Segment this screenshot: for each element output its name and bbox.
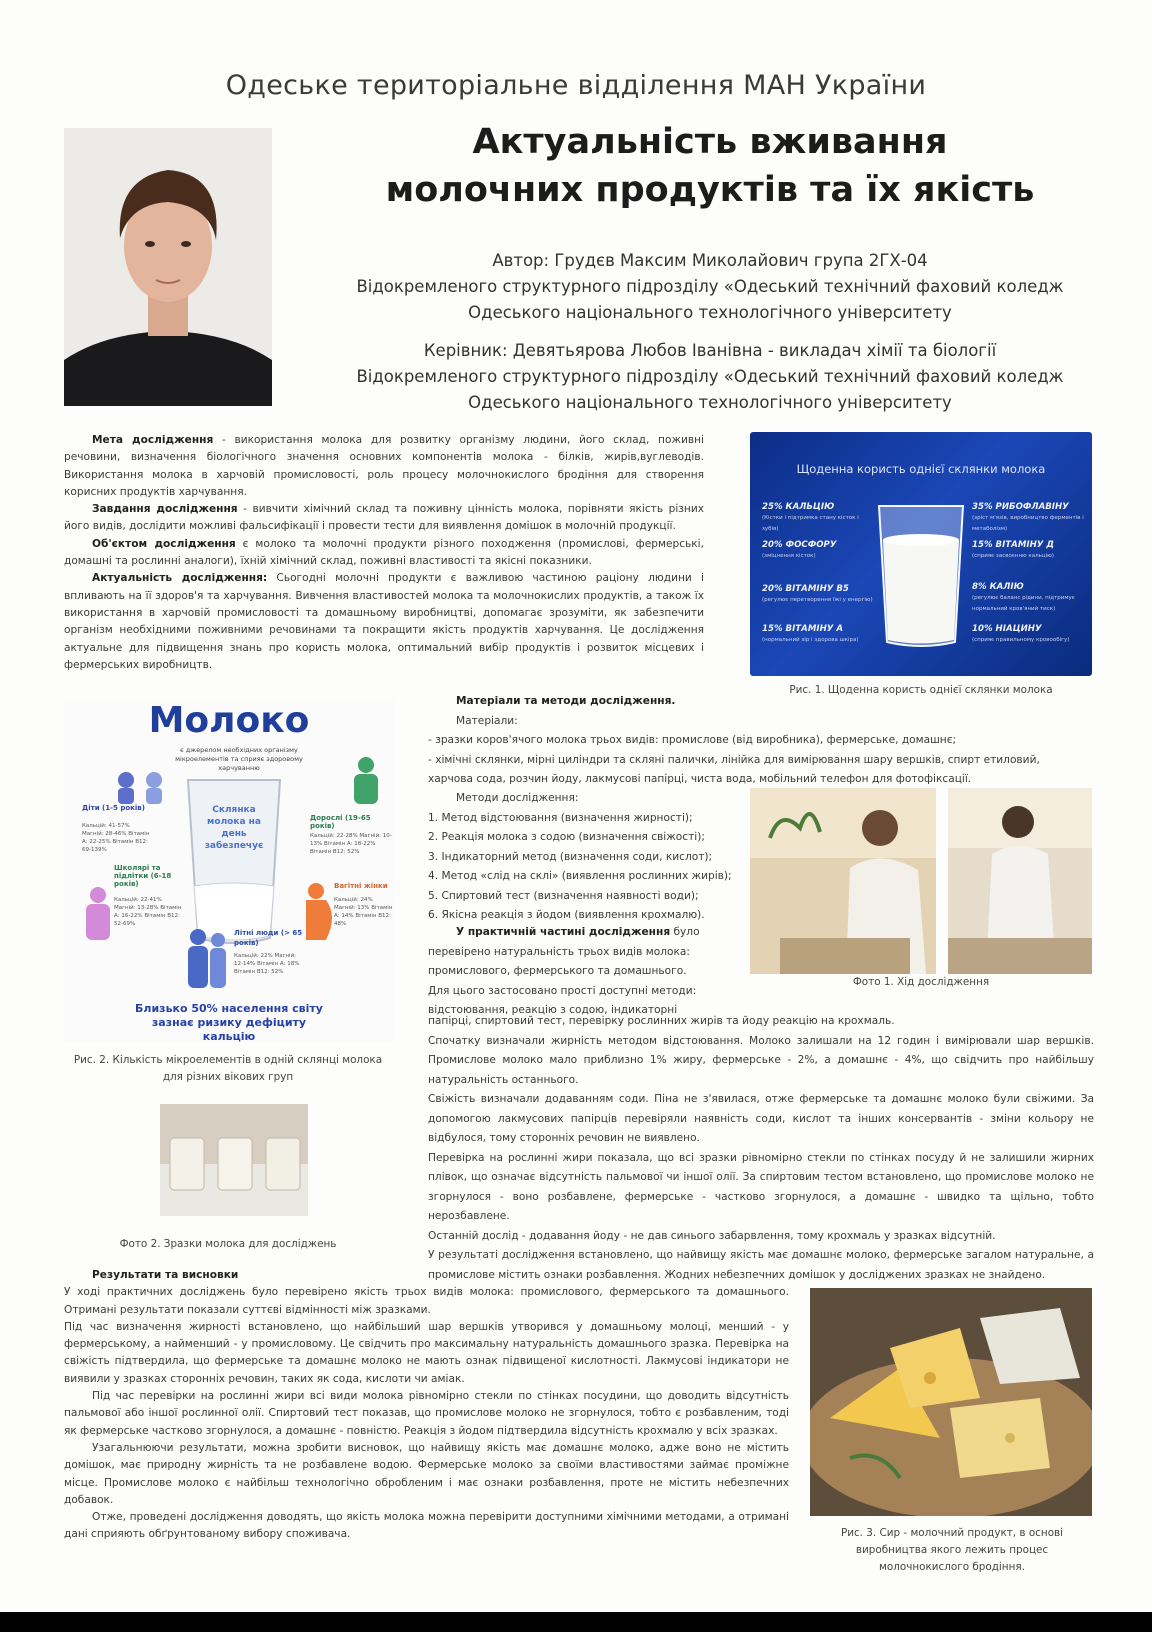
fig1-item-8 [972, 624, 1086, 646]
results-p2: Під час визначення жирності встановлено, що найбільший шар вершків утворився у домашньому молоці, менший - у фермерському, а найменший - у промисловому. Це свідчить про максимальну натуральність домашнього зразка. Перевірка на свіжість підтвердила, що фермерське та домашнє молоко не мають ознак підвищеної кислотності. Лакмусові індикатори не виявили у зразках сторонніх речовин, таких як сода, кислоти чи аміак. [64, 1320, 789, 1385]
methods-section [428, 692, 748, 731]
photo-2-milk-samples [160, 1104, 308, 1216]
practical-p4: Останній дослід - додавання йоду - не дав синього забарвлення, тому крохмаль у зразках відсутній. [428, 1229, 996, 1242]
pregnant-icon [298, 882, 338, 942]
fig1-item-1 [762, 502, 870, 535]
practical-intro [428, 923, 748, 1021]
poster-title [300, 118, 1120, 214]
title-line-2: молочних продуктів та їх якість [385, 170, 1035, 210]
fig2-adults-values: Кальцій: 22-28% Магній: 10-13% Вітамін А: 18-22% Вітамін В12: 52% [310, 833, 392, 855]
fig3-caption: Рис. 3. Сир - молочний продукт, в основі виробництва якого лежить процес молочнокислого бродіння. [840, 1527, 1064, 1573]
results-p4: Узагальнюючи результати, можна зробити висновок, що найвищу якість має домашнє молоко, адже воно не містить домішок, має природну жирність та не розбавлене водою. Фермерське молоко за своїми властивостями займає проміжне місце. Промислове молоко є найбільш технологічно обробленим і має ознаки розбавлення, проте не містить небезпечних добавок. [64, 1441, 789, 1506]
fig1-item-5 [972, 502, 1086, 535]
practical-line-4: Для цього застосовано прості доступні методи: [428, 984, 697, 997]
fig1-item-1-sub: (Кістки і підтримка стану кісток і зубів) [762, 515, 859, 532]
figure-3-cheese-photo [810, 1288, 1092, 1516]
material-1: - зразки коров'ячого молока трьох видів: промислове (від виробника), фермерське, домашнє; [428, 734, 957, 746]
author-block [290, 248, 1130, 326]
photo-1b-research [948, 788, 1092, 974]
fig1-item-4-sub: (нормальний зір і здорова шкіра) [762, 637, 859, 643]
methods-heading-text: Матеріали та методи дослідження. [456, 695, 676, 707]
photo2-caption: Фото 2. Зразки молока для досліджень [119, 1238, 337, 1250]
fig2-glass-icon [182, 776, 286, 948]
fig1-item-5-label: 35% РИБОФЛАВІНУ [972, 502, 1069, 512]
fig1-item-6 [972, 540, 1086, 562]
object-label: Об'єктом дослідження [92, 537, 236, 550]
intro-section [64, 432, 704, 674]
task-text: - вивчити хімічний склад та поживну цінність молока, порівняти якість різних його видів, дослідити можливі фальсифікації і провести тести для виявлення домішок в молочній продукції. [64, 503, 704, 533]
relevance-text: Сьогодні молочні продукти є важливою частиною раціону людини і впливають на її здоров'я та харчування. Вивчення властивостей молока та молочнокислих продуктів, а також їх використання в харчовій промисловості та домашньому виробництві, допомагає зрозуміти, як забезпечити організм необхідними поживними речовинами та покращити якість продуктів харчування. Це дослідження актуальне для підвищення знань про користь молока, оптимальний вибір продуктів і розвиток місцевих і фермерських виробництв. [64, 572, 704, 671]
results-heading-row [64, 1267, 789, 1284]
fig2-adults: Дорослі (19-65 років) [310, 814, 371, 830]
fig1-item-1-label: 25% КАЛЬЦІЮ [762, 502, 835, 512]
goal-text: - використання молока для розвитку організму людини, його склад, поживні речовини, визначення біологічного значення основних компонентів молока - білків, жирів,вуглеводів. Використання молока в харчовій промисловості, роль процесу молочнокислого бродіння для створення корисних продуктів харчування. [64, 434, 704, 498]
fig1-item-6-sub: (сприяє засвоєнню кальцію) [972, 553, 1054, 559]
task-label: Завдання дослідження [92, 503, 238, 516]
methods-label: Методи дослідження: [456, 792, 579, 804]
fig1-item-6-label: 15% ВІТАМІНУ Д [972, 540, 1055, 550]
results-p5: Отже, проведені дослідження доводять, що якість молока можна перевірити доступними хімічними методами, а отримані дані сприяють обґрунтованому вибору споживача. [64, 1511, 789, 1541]
practical-rest: папірці, спиртовий тест, перевірку рослинних жирів та йоду реакцію на крохмаль. [428, 1015, 895, 1027]
fig1-item-2 [762, 540, 870, 562]
fig2-kids-values: Кальцій: 41-57% Магній: 28-46% Вітамін А: 22-25% Вітамін В12: 69-139% [82, 823, 150, 853]
material-3: харчова сода, розчин йоду, лакмусові папірці, чиста вода, мобільний телефон для фотофіксації. [428, 773, 972, 785]
fig1-item-3-sub: (регулює перетворення їжі у енергію) [762, 597, 873, 603]
methods-heading [428, 692, 748, 712]
fig1-item-3-label: 20% ВІТАМІНУ В5 [762, 584, 849, 594]
author-photo [64, 128, 272, 406]
fig2-glass-text: Склянка молока на день забезпечує [204, 805, 264, 851]
practical-line-2: перевірено натуральність трьох видів молока: [428, 945, 690, 958]
milk-glass-icon [873, 500, 969, 650]
method-2: 2. Реакція молока з содою (визначення свіжості); [428, 831, 705, 843]
fig2-teens: Школярі та підлітки (6-18 років) [114, 864, 172, 888]
practical-line-3: промислового, фермерського та домашнього. [428, 965, 687, 977]
fig2-caption [60, 1052, 396, 1086]
results-section [64, 1267, 789, 1544]
organization: Одеське територіальне відділення МАН України [225, 70, 927, 101]
fig2-title: Молоко [148, 700, 310, 741]
fig1-item-7-sub: (регулює баланс рідини, підтримує нормальний кров'яний тиск) [972, 595, 1075, 612]
method-5: 5. Спиртовий тест (визначення наявності води); [428, 889, 699, 902]
fig1-item-5-sub: (зріст м'язів, виробництво ферментів і метаболізм) [972, 515, 1084, 532]
author-org-2: Одеського національного технологічного університету [468, 303, 952, 322]
fig2-caption-line-2: для різних вікових груп [162, 1071, 294, 1083]
fig2-subtitle: є джерелом необхідних організму мікроелементів та сприяє здоровому харчуванню [175, 746, 303, 772]
author-line: Автор: Грудєв Максим Миколайович група 2ГХ-04 [492, 251, 928, 270]
practical-p2: Свіжість визначали додаванням соди. Піна не з'явилася, отже фермерське та домашнє молоко були свіжими. За допомогою лакмусових папірців перевіряли наявність соди, кислот та інших консервантів - зміни кольору не відбулося, тому сторонніх речовин не виявлено. [428, 1093, 1094, 1144]
results-p3: Під час перевірки на рослинні жири всі види молока рівномірно стекли по стінках посудини, що доводить відсутність пальмової або іншої рослинної олії. Спиртовий тест показав, що промислове молоко не згорнулося, тобто є розбавленим, тоді як фермерське частково згорнулося, а домашнє - повністю. Реакція з йодом підтвердила відсутність крохмалю у всіх зразках. [64, 1390, 789, 1437]
fig1-item-4-label: 15% ВІТАМІНУ А [762, 624, 844, 634]
fig1-item-4 [762, 624, 870, 646]
supervisor-org-2: Одеського національного технологічного університету [468, 393, 952, 412]
fig1-item-3 [762, 584, 874, 606]
fig2-caption-line-1: Рис. 2. Кількість мікроелементів в одній склянці молока [73, 1054, 383, 1066]
supervisor-line: Керівник: Девятьярова Любов Іванівна - викладач хімії та біології [423, 341, 997, 360]
materials-list [428, 731, 1094, 790]
fig1-item-7-label: 8% КАЛІЮ [972, 582, 1024, 592]
goal-label: Мета дослідження [92, 434, 214, 446]
practical-label: У практичній частині дослідження [456, 926, 671, 938]
practical-p5: У результаті дослідження встановлено, що найвищу якість має домашнє молоко, фермерське загалом натуральне, а промислове містить ознаки розбавлення. Жодних небезпечних домішок у досліджених зразках не знайдено. [428, 1249, 1094, 1281]
fig1-item-7 [972, 582, 1086, 615]
photo1-caption: Фото 1. Хід дослідження [852, 976, 990, 988]
fig1-heading: Щоденна користь однієї склянки молока [796, 462, 1046, 476]
photo-1a-research [750, 788, 936, 974]
supervisor-org-1: Відокремленого структурного підрозділу «Одеський технічний фаховий коледж [356, 367, 1064, 386]
results-heading: Результати та висновки [92, 1269, 239, 1281]
method-3: 3. Індикаторний метод (визначення соди, кислот); [428, 850, 713, 863]
fig1-item-2-sub: (зміцнення кісток) [762, 553, 816, 559]
fig2-bottom-note: Близько 50% населення світу зазнає ризику дефіциту кальцію [135, 1002, 323, 1043]
method-6: 6. Якісна реакція з йодом (виявлення крохмалю). [428, 909, 705, 921]
fig2-elderly: Літні люди (> 65 років) [234, 929, 303, 947]
relevance-label: Актуальність дослідження: [92, 572, 268, 585]
adult-icon [348, 756, 384, 806]
practical-section [428, 1012, 1094, 1285]
fig1-item-8-sub: (сприяє правильному кровообігу) [972, 637, 1070, 643]
materials-label: Матеріали: [456, 714, 518, 727]
results-p1: У ході практичних досліджень було перевірено якість трьох видів молока: промислового, фермерського та домашнього. Отримані результати показали суттєві відмінності між зразками. [64, 1286, 789, 1316]
fig1-item-2-label: 20% ФОСФОРУ [762, 540, 837, 550]
practical-line-1: було [670, 926, 700, 938]
figure-2-infographic [64, 700, 394, 1042]
method-1: 1. Метод відстоювання (визначення жирності); [428, 811, 693, 824]
author-org-1: Відокремленого структурного підрозділу «Одеський технічний фаховий коледж [356, 277, 1064, 296]
teen-icon [78, 886, 118, 942]
material-2: - хімічні склянки, мірні циліндри та скляні палички, лінійка для вимірювання шару вершків, спирт етиловий, [428, 753, 1040, 766]
methods-list [428, 789, 748, 926]
practical-p1: Спочатку визначали жирність методом відстоювання. Молоко залишали на 12 годин і вимірювали шар вершків. Промислове молоко мало приблизно 1% жиру, фермерське - 2%, а домашнє - 4%, що свідчить про найбільшу натуральність останнього. [428, 1034, 1094, 1086]
object-text: є молоко та молочні продукти різного походження (промислові, фермерські, домашні та рослинні аналоги), їхній хімічний склад, поживні властивості та якісні показники. [64, 537, 704, 568]
fig2-kids: Діти (1-5 років) [82, 804, 145, 812]
fig2-pregnant: Вагітні жінки [334, 882, 388, 890]
fig2-teens-values: Кальцій: 22-41% Магній: 13-28% Вітамін А: 16-22% Вітамін В12: 52-69% [114, 897, 182, 927]
fig1-caption: Рис. 1. Щоденна користь однієї склянки молока [789, 684, 1053, 696]
practical-line-5: відстоювання, реакцію з содою, індикаторні [428, 1004, 678, 1016]
supervisor-block [290, 338, 1130, 416]
fig1-item-8-label: 10% НІАЦИНУ [972, 624, 1042, 634]
fig2-pregnant-values: Кальцій: 24% Магній: 13% Вітамін А: 14% Вітамін В12: 48% [334, 897, 393, 927]
elderly-icon [184, 928, 230, 990]
kids-icon [112, 770, 172, 806]
title-line-1: Актуальність вживання [472, 122, 948, 162]
practical-p3: Перевірка на рослинні жири показала, що всі зразки рівномірно стекли по стінках посуду й не залишили жирних плівок, що означає відсутність пальмової чи іншої олії. За спиртовим тестом встановлено, що промислове молоко не згорнулося - воно розбавлене, фермерське - частково згорнулося, а домашнє - швидко та щільно, тобто нерозбавлене. [428, 1151, 1094, 1222]
figure-1-infographic [750, 432, 1092, 676]
fig2-elderly-values: Кальцій: 22% Магній: 12-14% Вітамін А: 18% Вітамін В12: 52% [234, 953, 300, 975]
method-4: 4. Метод «слід на склі» (виявлення рослинних жирів); [428, 870, 732, 882]
